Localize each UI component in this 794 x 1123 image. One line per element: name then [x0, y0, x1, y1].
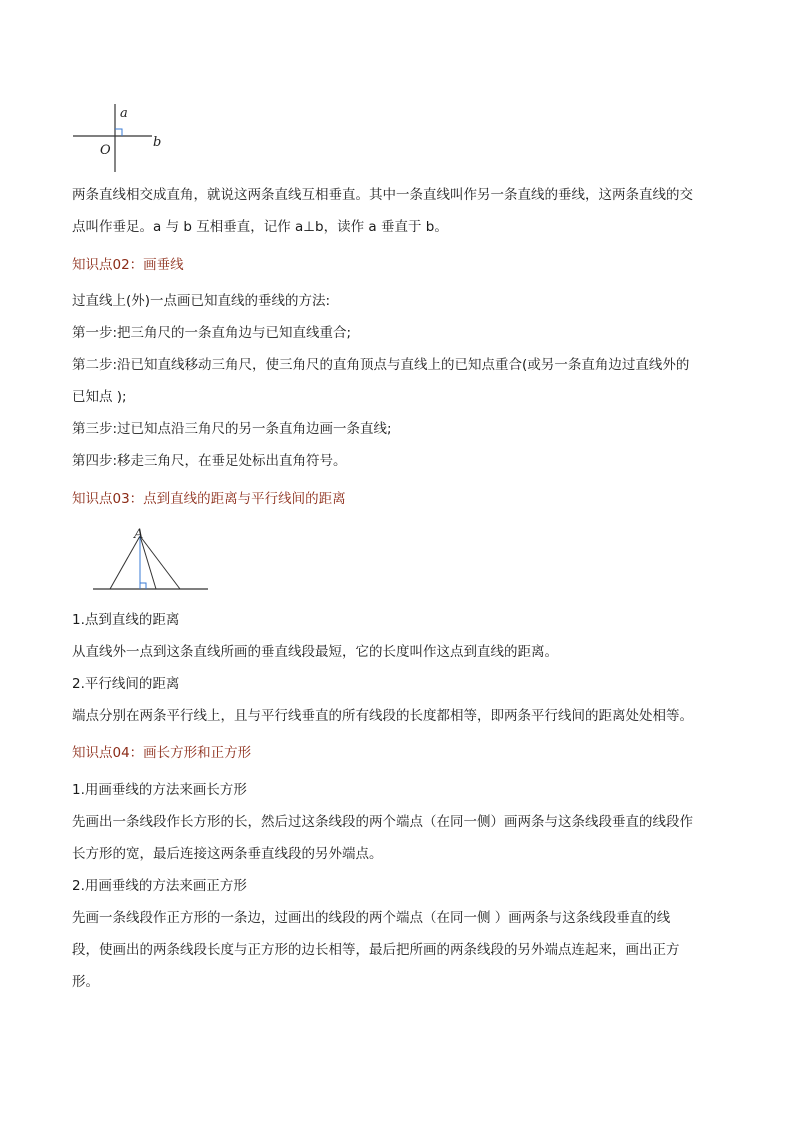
step-1: 第一步:把三角尺的一条直角边与已知直线重合; [72, 325, 352, 341]
slant-middle [140, 536, 156, 589]
step-3: 第三步:过已知点沿三角尺的另一条直角边画一条直线; [72, 421, 392, 437]
intro-line-1: 两条直线相交成直角，就说这两条直线互相垂直。其中一条直线叫作另一条直线的垂线，这两条直线的交 [72, 187, 693, 203]
label-point-a: A [134, 527, 144, 542]
label-b: b [153, 135, 162, 150]
section-03-sub-1-title: 1.点到直线的距离 [72, 612, 180, 628]
section-04-sub-2-line-1: 先画一条线段作正方形的一条边，过画出的线段的两个端点（在同一侧 ）画两条与这条线段垂直的线 [72, 910, 671, 926]
section-02-heading: 知识点02：画垂线 [72, 257, 184, 273]
section-03-sub-2-text: 端点分别在两条平行线上，且与平行线垂直的所有线段的长度都相等，即两条平行线间的距离处处相等。 [72, 708, 693, 724]
right-angle-mark [140, 583, 146, 589]
section-04-sub-2-line-2: 段，使画出的两条线段长度与正方形的边长相等，最后把所画的两条线段的另外端点连起来，画出正方 [72, 942, 680, 958]
section-03-sub-2-title: 2.平行线间的距离 [72, 676, 180, 692]
intro-line-2: 点叫作垂足。a 与 b 互相垂直，记作 a⊥b，读作 a 垂直于 b。 [72, 219, 448, 235]
step-2-line-1: 第二步:沿已知直线移动三角尺，使三角尺的直角顶点与直线上的已知点重合(或另一条直角边过直线外的 [72, 357, 690, 373]
slant-left [110, 536, 140, 589]
step-2-line-2: 已知点 ); [72, 389, 127, 405]
section-04-sub-1-title: 1.用画垂线的方法来画长方形 [72, 782, 247, 798]
label-o: O [100, 143, 111, 158]
label-a: a [120, 106, 128, 121]
step-4: 第四步:移走三角尺，在垂足处标出直角符号。 [72, 453, 347, 469]
point-to-line-figure [90, 526, 215, 596]
right-angle-mark [115, 129, 122, 136]
slant-right [140, 536, 180, 589]
section-04-sub-1-line-1: 先画出一条线段作长方形的长，然后过这条线段的两个端点（在同一侧）画两条与这条线段垂直的线段作 [72, 814, 693, 830]
section-04-sub-2-line-3: 形。 [72, 974, 99, 990]
section-03-heading: 知识点03：点到直线的距离与平行线间的距离 [72, 491, 346, 507]
section-04-heading: 知识点04：画长方形和正方形 [72, 745, 252, 761]
section-02-lead: 过直线上(外)一点画已知直线的垂线的方法: [72, 293, 331, 309]
perpendicular-lines-figure [70, 100, 180, 175]
section-04-sub-2-title: 2.用画垂线的方法来画正方形 [72, 878, 247, 894]
section-04-sub-1-line-2: 长方形的宽，最后连接这两条垂直线段的另外端点。 [72, 846, 383, 862]
section-03-sub-1-text: 从直线外一点到这条直线所画的垂直线段最短，它的长度叫作这点到直线的距离。 [72, 644, 558, 660]
